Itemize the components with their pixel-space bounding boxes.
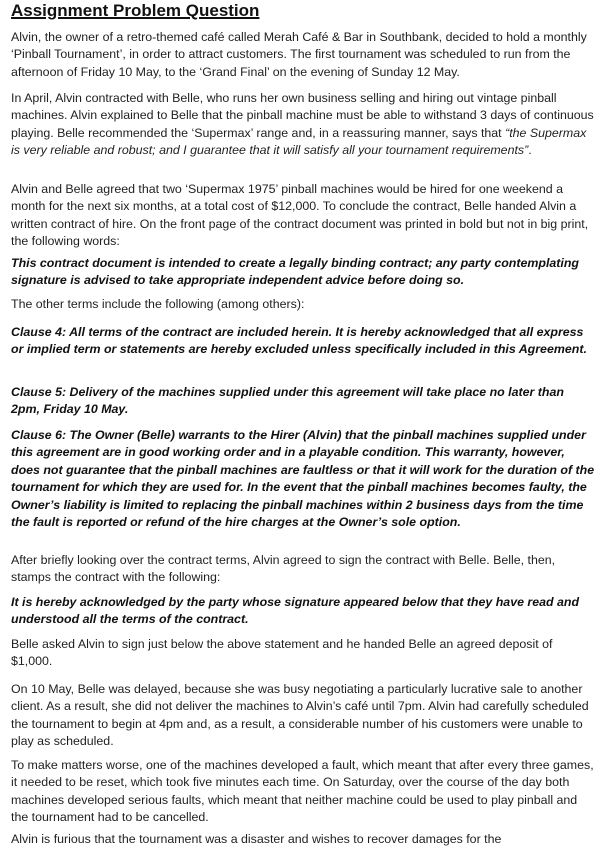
paragraph-contract-formation-text: In April, Alvin contracted with Belle, who runs her own business selling and hiring out vintage pinball machines. Alvin explained to Belle that the pinball machine must be able to withstand 3 days of continuous playing. Belle recommended the ‘Supermax’ range and, in a reassuring manner, says that: [11, 91, 594, 140]
belle-guarantee-quote: “the Supermax is very reliable and robust; and I guarantee that it will satisfy all your tournament requirements”: [11, 125, 587, 158]
paragraph-contract-formation: [11, 90, 595, 160]
clause-4: Clause 4: All terms of the contract are included herein. It is hereby acknowledged that all express or implied term or statements are hereby excluded unless specifically included in this Agreement.: [11, 325, 587, 357]
paragraph-machine-faults: To make matters worse, one of the machines developed a fault, which meant that after every three games, it needed to be reset, which took five minutes each time. On Saturday, over the course of the day both machines developed serious faults, which meant that neither machine could be used to play pinball and the tournament had to be cancelled.: [11, 758, 594, 825]
contract-notice: This contract document is intended to create a legally binding contract; any party contemplating signature is advised to take appropriate independent advice before doing so.: [11, 256, 579, 288]
paragraph-intro: Alvin, the owner of a retro-themed café called Merah Café & Bar in Southbank, decided to hold a monthly ‘Pinball Tournament’, in order to attract customers. The first tournament was scheduled to run from the afternoon of Friday 10 May, to the ‘Grand Final’ on the evening of Sunday 12 May.: [11, 30, 587, 79]
paragraph-other-terms: The other terms include the following (among others):: [11, 297, 305, 311]
paragraph-hire-agreement: Alvin and Belle agreed that two ‘Supermax 1975’ pinball machines would be hired for one weekend a month for the next six months, at a total cost of $12,000. To conclude the contract, Belle handed Alvin a written contract of hire. On the front page of the contract document was printed in bold but not in big print, the following words:: [11, 182, 589, 249]
paragraph-late-delivery: On 10 May, Belle was delayed, because she was busy negotiating a particularly lucrative sale to another client. As a result, she did not deliver the machines to Alvin’s café until 7pm. Alvin had carefully scheduled the tournament to begin at 4pm and, as a result, a considerable number of his customers were unable to play as scheduled.: [11, 682, 589, 749]
paragraph-deposit: Belle asked Alvin to sign just below the above statement and he handed Belle an agreed deposit of $1,000.: [11, 637, 553, 669]
document-title: Assignment Problem Question: [11, 1, 260, 20]
paragraph-contract-formation-end: .: [528, 143, 532, 158]
stamp-acknowledgement: It is hereby acknowledged by the party whose signature appeared below that they have read and understood all the terms of the contract.: [11, 595, 580, 627]
paragraph-signing: After briefly looking over the contract terms, Alvin agreed to sign the contract with Belle. Belle, then, stamps the contract with the following:: [11, 553, 556, 585]
clause-5: Clause 5: Delivery of the machines supplied under this agreement will take place no later than 2pm, Friday 10 May.: [11, 385, 564, 417]
paragraph-damages: Alvin is furious that the tournament was a disaster and wishes to recover damages for the: [11, 832, 502, 846]
clause-6: Clause 6: The Owner (Belle) warrants to the Hirer (Alvin) that the pinball machines supplied under this agreement are in good working order and in a playable condition. This warranty, however, does not guarantee that the pinball machines are faultless or that it will work for the duration of the tournament for which they are used for. In the event that the pinball machines becomes faulty, the Owner’s liability is limited to replacing the pinball machines within 2 business days from the time the fault is reported or refund of the hire charges at the Owner’s sole option.: [11, 428, 595, 530]
